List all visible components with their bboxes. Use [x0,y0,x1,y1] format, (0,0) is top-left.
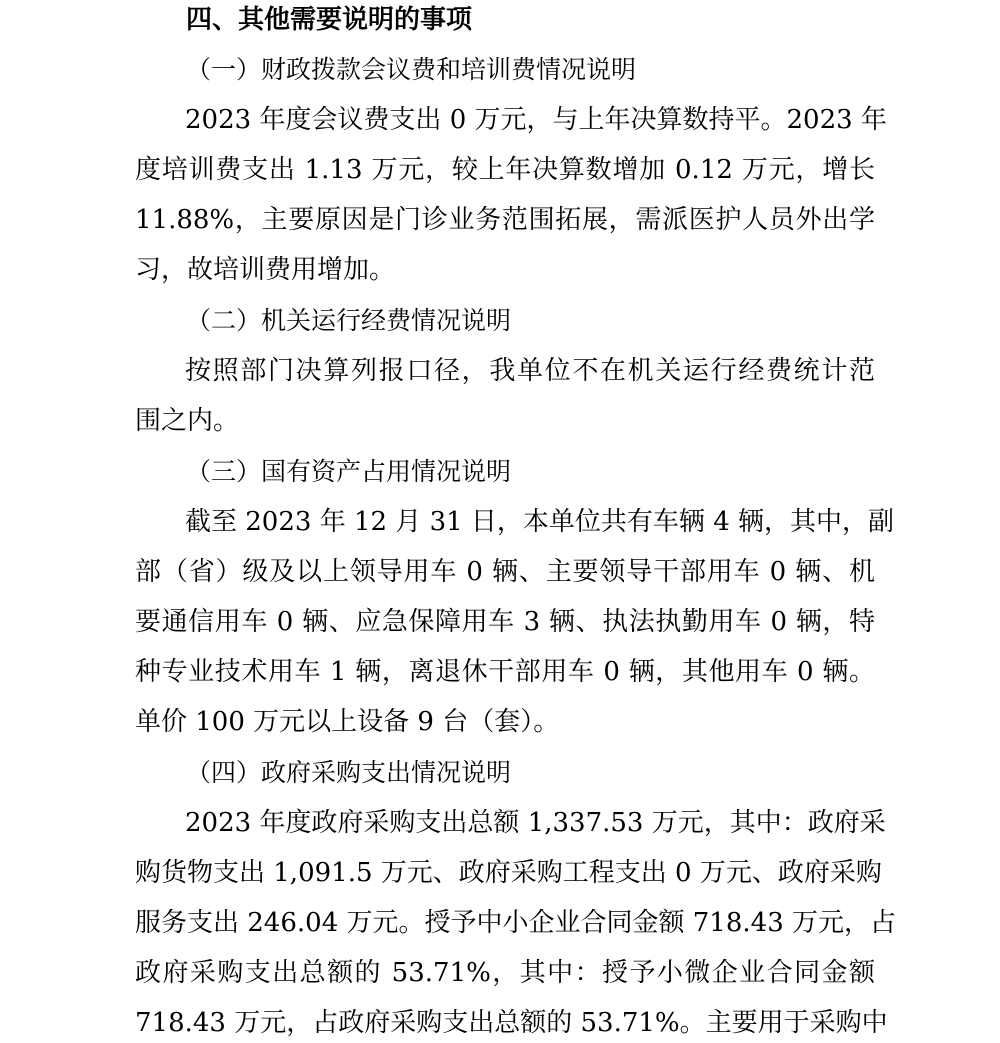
paragraph-line: 11.88%，主要原因是门诊业务范围拓展，需派医护人员外出学 [135,205,875,235]
paragraph-line: 政府采购支出总额的 53.71%，其中：授予小微企业合同金额 [135,958,875,988]
subheading-state-assets: （三）国有资产占用情况说明 [186,457,512,486]
paragraph-line: 度培训费支出 1.13 万元，较上年决算数增加 0.12 万元，增长 [135,155,875,185]
paragraph-line: 单价 100 万元以上设备 9 台（套）。 [135,707,560,737]
paragraph-line: 部（省）级及以上领导用车 0 辆、主要领导干部用车 0 辆、机 [135,557,875,587]
subheading-operating-expenses: （二）机关运行经费情况说明 [186,306,512,335]
paragraph-line: 截至 2023 年 12 月 31 日，本单位共有车辆 4 辆，其中，副 [185,507,894,537]
subheading-meeting-training-fees: （一）财政拨款会议费和培训费情况说明 [186,55,637,84]
paragraph-line: 购货物支出 1,091.5 万元、政府采购工程支出 0 万元、政府采购 [135,858,882,888]
paragraph-line: 2023 年度会议费支出 0 万元，与上年决算数持平。2023 年 [185,105,887,135]
paragraph-line: 2023 年度政府采购支出总额 1,337.53 万元，其中：政府采 [185,808,886,838]
paragraph-line: 种专业技术用车 1 辆，离退休干部用车 0 辆，其他用车 0 辆。 [135,657,875,687]
paragraph-line: 围之内。 [135,406,240,436]
section-heading: 四、其他需要说明的事项 [186,5,473,35]
paragraph-line: 习，故培训费用增加。 [135,255,396,285]
paragraph-line: 服务支出 246.04 万元。授予中小企业合同金额 718.43 万元，占 [135,908,897,938]
subheading-government-procurement: （四）政府采购支出情况说明 [186,758,512,787]
paragraph-line: 按照部门决算列报口径，我单位不在机关运行经费统计范 [185,356,875,386]
paragraph-line: 要通信用车 0 辆、应急保障用车 3 辆、执法执勤用车 0 辆，特 [135,607,875,637]
paragraph-line: 718.43 万元，占政府采购支出总额的 53.71%。主要用于采购中 [135,1008,888,1038]
